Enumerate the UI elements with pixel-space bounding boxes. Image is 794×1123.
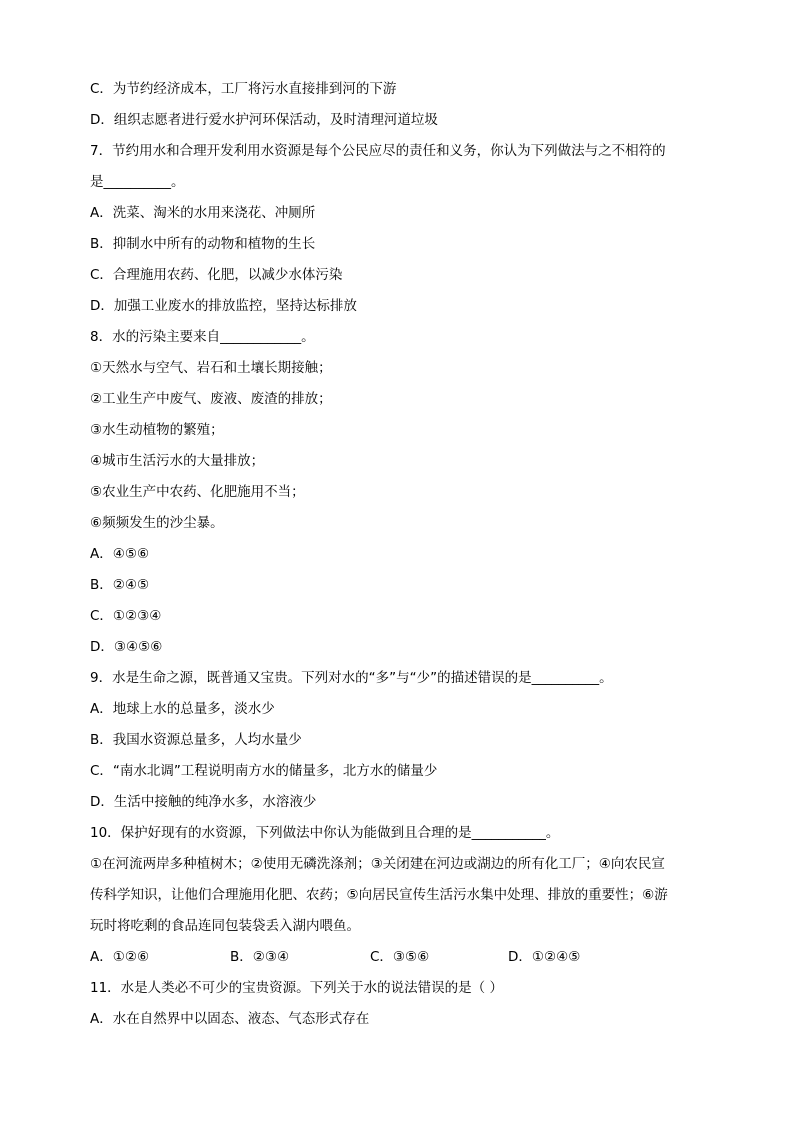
option-b-q8: B．②④⑤ xyxy=(90,577,150,593)
question-7-stem: 7．节约用水和合理开发利用水资源是每个公民应尽的责任和义务，你认为下列做法与之不相符的 xyxy=(90,143,666,159)
q8-item-5: ⑤农业生产中农药、化肥施用不当； xyxy=(90,484,305,500)
q8-item-6: ⑥频频发生的沙尘暴。 xyxy=(90,515,224,531)
question-9-stem: 9．水是生命之源，既普通又宝贵。下列对水的“多”与“少”的描述错误的是__________。 xyxy=(90,670,613,686)
option-c-q10: C．③⑤⑥ xyxy=(370,949,430,965)
option-b-q9: B．我国水资源总量多，人均水量少 xyxy=(90,732,302,748)
option-c-q6: C．为节约经济成本，工厂将污水直接排到河的下游 xyxy=(90,81,397,97)
q10-statements-line-3: 玩时将吃剩的食品连同包装袋丢入湖内喂鱼。 xyxy=(90,918,360,934)
option-d-q6: D．组织志愿者进行爱水护河环保活动，及时清理河道垃圾 xyxy=(90,112,438,128)
option-d-q7: D．加强工业废水的排放监控，坚持达标排放 xyxy=(90,298,357,314)
question-8-stem: 8．水的污染主要来自____________。 xyxy=(90,329,315,345)
option-a-q9: A．地球上水的总量多，淡水少 xyxy=(90,701,275,717)
question-10-stem: 10．保护好现有的水资源，下列做法中你认为能做到且合理的是___________。 xyxy=(90,825,560,841)
option-a-q11: A．水在自然界中以固态、液态、气态形式存在 xyxy=(90,1011,370,1027)
option-d-q10: D．①②④⑤ xyxy=(508,949,581,965)
q8-item-4: ④城市生活污水的大量排放； xyxy=(90,453,265,469)
q8-item-3: ③水生动植物的繁殖； xyxy=(90,422,224,438)
q8-item-1: ①天然水与空气、岩石和土壤长期接触； xyxy=(90,360,332,376)
option-d-q8: D．③④⑤⑥ xyxy=(90,639,163,655)
option-c-q7: C．合理施用农药、化肥，以减少水体污染 xyxy=(90,267,343,283)
q10-statements-line-1: ①在河流两岸多种植树木；②使用无磷洗涤剂；③关闭建在河边或湖边的所有化工厂；④向农民宣 xyxy=(90,856,665,872)
q8-item-2: ②工业生产中废气、废液、废渣的排放； xyxy=(90,391,332,407)
option-c-q9: C．“南水北调”工程说明南方水的储量多，北方水的储量少 xyxy=(90,763,438,779)
document-page xyxy=(90,79,710,1040)
q10-options-row xyxy=(90,947,710,967)
option-b-q7: B．抑制水中所有的动物和植物的生长 xyxy=(90,236,316,252)
option-b-q10: B．②③④ xyxy=(230,949,290,965)
option-c-q8: C．①②③④ xyxy=(90,608,162,624)
question-11-stem: 11．水是人类必不可少的宝贵资源。下列关于水的说法错误的是（ ） xyxy=(90,980,503,996)
option-d-q9: D．生活中接触的纯净水多，水溶液少 xyxy=(90,794,317,810)
option-a-q8: A．④⑤⑥ xyxy=(90,546,150,562)
option-a-q10: A．①②⑥ xyxy=(90,949,150,965)
question-7-stem-cont: 是__________。 xyxy=(90,174,185,190)
q10-statements-line-2: 传科学知识，让他们合理施用化肥、农药；⑤向居民宣传生活污水集中处理、排放的重要性；⑥游 xyxy=(90,887,668,903)
option-a-q7: A．洗菜、淘米的水用来浇花、冲厕所 xyxy=(90,205,316,221)
